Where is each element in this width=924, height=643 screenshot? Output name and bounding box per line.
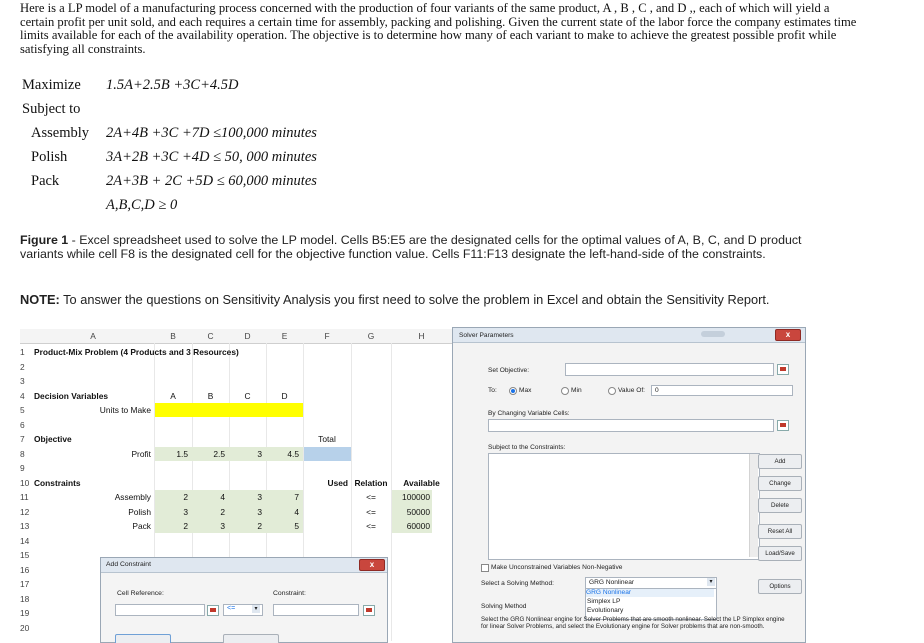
coef-cell[interactable]: 2 [183,521,188,531]
relation-header[interactable]: Relation [354,478,388,488]
row-header[interactable]: 6 [20,419,25,430]
delete-button[interactable]: Delete [758,498,802,513]
solving-method-value: GRG Nonlinear [589,579,635,586]
row-header[interactable]: 19 [20,608,30,618]
nonnegative-label: Make Unconstrained Variables Non-Negative [491,564,623,571]
add-constraint-dialog [100,557,388,643]
row-header[interactable]: 11 [20,492,29,502]
profit-c[interactable]: 3 [257,449,262,459]
method-option-evolutionary[interactable]: Evolutionary [587,607,624,614]
units-to-make-label[interactable]: Units to Make [99,405,151,415]
available-cell[interactable]: 60000 [406,521,430,531]
note [20,292,880,307]
change-button[interactable]: Change [758,476,802,491]
nonnegativity-constraint: A,B,C,D ≥ 0 [106,197,178,213]
row-header[interactable]: 14 [20,535,30,546]
row-header[interactable]: 2 [20,361,25,372]
row-header[interactable]: 12 [20,506,30,517]
cell-reference-input[interactable] [115,604,205,616]
close-icon[interactable]: x [775,329,801,341]
var-header-c[interactable]: C [244,391,251,401]
subject-to-label: Subject to [22,101,81,117]
relation-cell[interactable]: <= [366,521,376,531]
row-header[interactable]: 18 [20,593,30,604]
figure-caption [20,233,840,262]
row-header[interactable]: 16 [20,564,30,575]
objective-label[interactable]: Objective [34,434,72,444]
constraint-label-assembly: Assembly [31,125,89,141]
coef-cell[interactable]: 2 [220,506,225,517]
row-header[interactable]: 1 [20,347,25,357]
ok-button[interactable] [115,634,171,643]
decision-cells-yellow[interactable] [155,403,303,417]
constraint-name-polish[interactable]: Polish [128,506,151,517]
constraint-label: Constraint: [273,590,306,597]
maximize-label: Maximize [22,77,81,93]
load-save-button[interactable]: Load/Save [758,546,802,561]
method-option-simplex[interactable]: Simplex LP [587,598,621,605]
add-constraint-title: Add Constraint [106,561,151,568]
row-header[interactable]: 4 [20,390,25,401]
relation-cell[interactable]: <= [366,492,376,502]
figure-label: Figure 1 [20,233,69,247]
to-label: To: [488,387,497,394]
problem-description: Here is a LP model of a manufacturing process concerned with the production of four variants of the same product, A , B , C , and D ,, each of which will yield a certain profit per unit sold, and each requires a certain time for assembly, packing and polishing. Given the current state of the labor force the company estimates time limits available for each of the availability operation. The objective is to determine how many of each variant to make to achieve the greatest possible profit while satisfying all constraints. [20,1,857,56]
row-header[interactable]: 10 [20,477,30,488]
coef-cell[interactable]: 7 [294,492,299,502]
minimize-icon[interactable] [701,331,725,337]
coef-cell[interactable]: 5 [294,521,299,531]
used-header[interactable]: Used [327,478,348,488]
constraint-polish: 3A+2B +3C +4D ≤ 50, 000 minutes [106,149,317,165]
row-header[interactable]: 8 [20,448,25,459]
by-changing-label: By Changing Variable Cells: [488,410,570,417]
add-button[interactable]: Add [758,454,802,469]
available-cell[interactable]: 100000 [402,492,430,502]
constraint-picker-icon[interactable] [363,605,375,616]
value-of-radio[interactable] [608,387,616,395]
solver-parameters-dialog [452,327,806,643]
constraint-assembly: 2A+4B +3C +7D ≤100,000 minutes [106,125,317,141]
profit-d[interactable]: 4.5 [287,449,299,459]
row-header[interactable]: 17 [20,579,30,589]
set-objective-picker-icon[interactable] [777,364,789,375]
profit-a[interactable]: 1.5 [176,449,188,459]
coef-cell[interactable]: 2 [257,521,262,531]
profit-label[interactable]: Profit [131,449,151,459]
var-header-d[interactable]: D [281,391,288,401]
coef-cell[interactable]: 3 [257,506,262,517]
coef-cell[interactable]: 3 [183,506,188,517]
chevron-down-icon[interactable]: ▾ [707,578,715,586]
add-button[interactable] [223,634,279,643]
available-header[interactable]: Available [403,478,440,488]
col-header-a[interactable]: A [32,329,155,344]
objective-cell-f8[interactable] [304,447,351,461]
constraint-name-pack[interactable]: Pack [132,521,151,531]
chevron-down-icon[interactable]: ▾ [252,605,260,613]
method-option-grg[interactable]: GRG Nonlinear [586,589,714,597]
solver-title: Solver Parameters [459,332,514,339]
col-header-d[interactable]: D [229,329,267,344]
relation-cell[interactable]: <= [366,506,376,517]
row-header[interactable]: 7 [20,434,25,444]
sheet-title[interactable]: Product-Mix Problem (4 Products and 3 Resources) [34,347,239,357]
total-label[interactable]: Total [318,434,336,444]
value-of-input[interactable] [651,385,793,396]
note-label: NOTE: [20,292,60,307]
col-header-g[interactable]: G [351,329,392,344]
subject-to-label: Subject to the Constraints: [488,444,566,451]
value-of-value: 0 [655,387,659,394]
options-button[interactable]: Options [758,579,802,594]
value-of-label: Value Of: [618,387,645,394]
changing-cells-input[interactable] [488,419,774,432]
coef-cell[interactable]: 3 [220,521,225,531]
max-radio[interactable] [509,387,517,395]
select-method-label: Select a Solving Method: [481,580,554,587]
row-header[interactable]: 15 [20,550,30,560]
profit-b[interactable]: 2.5 [213,449,225,459]
set-objective-label: Set Objective: [488,367,530,374]
coef-cell[interactable]: 2 [183,492,188,502]
row-header[interactable]: 20 [20,622,30,633]
reset-all-button[interactable]: Reset All [758,524,802,539]
cell-reference-picker-icon[interactable] [207,605,219,616]
constraint-input[interactable] [273,604,359,616]
constraint-label-polish: Polish [31,149,68,165]
col-header-c[interactable]: C [192,329,230,344]
solving-method-heading: Solving Method [481,603,527,610]
col-header-b[interactable]: B [154,329,193,344]
note-text: To answer the questions on Sensitivity Analysis you first need to solve the problem in Excel and obtain the Sensitivity Report. [59,292,770,307]
constraint-label-pack: Pack [31,173,60,189]
max-label: Max [519,387,532,394]
coef-cell[interactable]: 3 [257,492,262,502]
coef-cell[interactable]: 4 [220,492,225,502]
objective-function: 1.5A+2.5B +3C+4.5D [106,77,239,93]
caption-text: - Excel spreadsheet used to solve the LP model. Cells B5:E5 are the designated cells for the optimal values of A, B, C, and D product variants while cell F8 is the designated cell for the objective function value. Cells F11:F13 designate the left-hand-side of the constraints. [20,233,802,262]
col-header-e[interactable]: E [266,329,304,344]
constraints-list[interactable] [488,453,760,560]
col-header-h[interactable]: H [391,329,453,344]
constraints-label[interactable]: Constraints [34,478,81,488]
row-header[interactable]: 9 [20,463,25,473]
constraint-pack: 2A+3B + 2C +5D ≤ 60,000 minutes [106,173,317,189]
col-header-f[interactable]: F [303,329,352,344]
min-radio[interactable] [561,387,569,395]
min-label: Min [571,387,582,394]
close-icon[interactable]: x [359,559,385,571]
constraint-name-assembly[interactable]: Assembly [114,492,151,502]
changing-cells-picker-icon[interactable] [777,420,789,431]
cell-reference-label: Cell Reference: [117,590,164,597]
operator-value: <= [227,605,236,612]
constraints-list-scrollbar[interactable] [749,454,758,557]
coef-cell[interactable]: 4 [294,506,299,517]
var-header-a[interactable]: A [170,391,176,401]
decision-variables-label[interactable]: Decision Variables [34,391,109,401]
available-cell[interactable]: 50000 [406,506,430,517]
row-header[interactable]: 13 [20,521,30,531]
row-header[interactable]: 5 [20,405,25,415]
solving-method-description: Select the GRG Nonlinear engine for Solver Problems that are smooth nonlinear. Select the LP Simplex engine for linear Solver Problems, and select the Evolutionary engine for Solver problems that are non-smooth. [481,616,785,631]
nonnegative-checkbox[interactable] [481,564,489,572]
row-header[interactable]: 3 [20,376,25,386]
set-objective-input[interactable] [565,363,774,376]
var-header-b[interactable]: B [207,391,214,401]
